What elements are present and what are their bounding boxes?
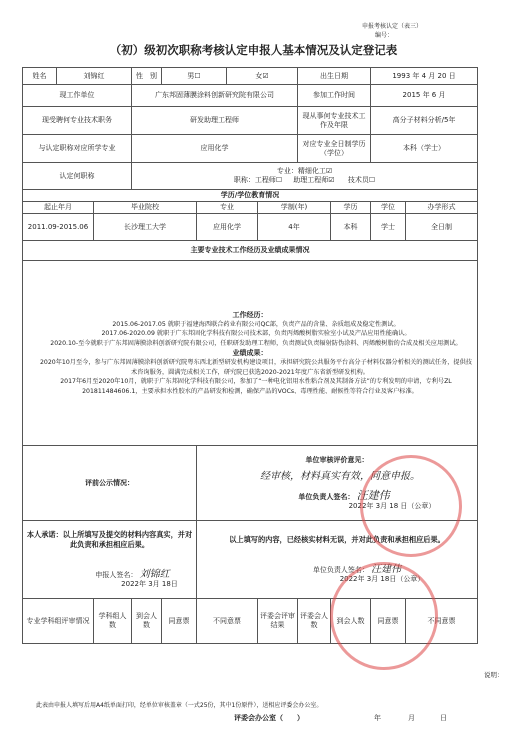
unit-signer2-label: 单位负责人签名： (312, 566, 369, 574)
unit-value: 广东邦固薄膜涂料创新研究院有限公司 (132, 85, 298, 107)
row-edu-headers (23, 202, 478, 214)
unit-opinion-text: 经审核，材料真实有效，同意申报。 (260, 470, 420, 482)
unit-signature2: 汪建伟 (371, 564, 402, 575)
official-seal-2 (330, 562, 438, 670)
row-job (23, 107, 478, 135)
edu-header-period: 起止年月 (23, 202, 94, 214)
applicant-date: 2022年 3月 18日 (121, 580, 178, 588)
row-edu-section (23, 190, 478, 202)
exp-section-title: 主要专业技术工作经历及业绩成果情况 (23, 241, 478, 261)
row-name (23, 68, 478, 85)
result-title: 业绩成果： (232, 349, 268, 358)
footer-month: 月 (408, 714, 415, 722)
job-label: 现受聘何专业技术职务 (23, 107, 132, 135)
apply-opt-engineer: 工程师☐ (254, 176, 283, 184)
committee-disagree-label: 不同意票 (406, 599, 478, 644)
birth-label: 出生日期 (298, 68, 371, 85)
major-value: 应用化学 (132, 135, 298, 163)
edu-major: 应用化学 (197, 214, 258, 241)
years-value: 高分子材料分析/5年 (371, 107, 478, 135)
group-agree-label: 同意票 (162, 599, 197, 644)
apply-title-row (134, 176, 475, 185)
name-value: 刘锦红 (57, 68, 132, 85)
start-label: 参加工作时间 (298, 85, 371, 107)
edu-mode: 全日制 (406, 214, 478, 241)
result-item-2: 2017年6月至2020年10月，就职于广东邦固化学科技有限公司，参加了“一种电化铝用水性粘合剂及其制备方法”的专利发明的申请，专利号ZL 201811484606.1，主要承担水性胶水的产品研发和检测，确保产品的VOCs、毒理性能、耐候性等符合行业及客户标准。 (60, 378, 452, 395)
group-present-label: 到会人数 (132, 599, 162, 644)
experience-content (23, 261, 478, 446)
unit-date: 2022年 3月 18 日（公章） (348, 501, 436, 510)
edu-school: 长沙理工大学 (94, 214, 197, 241)
row-edu-data (23, 214, 478, 241)
edu-header-school: 毕业院校 (94, 202, 197, 214)
committee-present-label: 到会人数 (331, 599, 371, 644)
edu-header-mode: 办学形式 (406, 202, 478, 214)
apply-value (132, 163, 478, 190)
edu-degree: 本科 (331, 214, 371, 241)
row-exp-section (23, 241, 478, 261)
major-label: 与认定职称对应所学专业 (23, 135, 132, 163)
registration-table (22, 67, 478, 644)
unit-signer-label: 单位负责人签名： (298, 492, 355, 501)
birth-value: 1993 年 4 月 20 日 (371, 68, 478, 85)
form-label: 申报考核认定（表三） (362, 23, 423, 30)
work-title: 工作经历： (232, 311, 268, 320)
degree-value: 本科（学士） (371, 135, 478, 163)
row-exp-body (23, 261, 478, 446)
start-value: 2015 年 6 月 (371, 85, 478, 107)
applicant-promise-cell (23, 521, 197, 599)
work-item-2: 2017.06-2020.09 就职于广东邦固化学科技有限公司技术部，负责丙烯酸树脂实验室小试及产品应用性能确认。 (101, 330, 411, 338)
applicant-signer-row (71, 570, 194, 580)
unit-promise: 以上填写的内容，已经核实材料无误，并对此负责和承担相应后果。 (229, 535, 445, 544)
gender-label: 性 别 (132, 68, 162, 85)
degree-label: 对应专业全日制学历（学位） (298, 135, 371, 163)
unit-opinion-label: 单位审核评价意见： (305, 455, 369, 464)
committee-agree-label: 同意票 (371, 599, 406, 644)
apply-opt-assistant: 助理工程师☑ (293, 176, 335, 184)
edu-period: 2011.09-2015.06 (23, 214, 94, 241)
job-value: 研发助理工程师 (132, 107, 298, 135)
number-label: 编号： (375, 32, 394, 39)
public-review-cell (23, 446, 197, 521)
apply-title-prefix: 职称： (233, 176, 255, 184)
edu-title: 学士 (371, 214, 406, 241)
years-label: 现从事何专业技术工作及年限 (298, 107, 371, 135)
name-label: 姓名 (23, 68, 57, 85)
note-label: 说明： (484, 671, 504, 679)
group-count-label: 学科组人数 (94, 599, 132, 644)
unit-signature: 汪建伟 (356, 488, 390, 502)
edu-length: 4年 (258, 214, 331, 241)
committee-label: 评委会评审结果 (258, 599, 298, 644)
edu-header-degree: 学历 (331, 202, 371, 214)
gender-female: 女☑ (227, 68, 298, 85)
applicant-promise: 本人承诺：以上所填写及提交的材料内容真实，并对此负责和承担相应后果。 (26, 530, 193, 549)
work-item-1: 2015.06-2017.05 就职于福建海西联合药业有限公司QC部，负责产品的含量、杂质组成及稳定性测试。 (112, 321, 400, 329)
official-seal (360, 455, 462, 557)
footer-day: 日 (440, 714, 447, 722)
unit-date2: 2022年 3月 18日（公章） (339, 575, 425, 583)
unit-label: 现工作单位 (23, 85, 132, 107)
page-title: （初）级初次职称考核认定申报人基本情况及认定登记表 (109, 43, 398, 57)
footer-note: 此表由申报人填写后用A4纸单面打印，经单位审核盖章（一式25份，其中1份原件），送相应评委会办公室。 (36, 702, 323, 709)
edu-header-title: 学位 (371, 202, 406, 214)
public-review-label: 评前公示情况： (85, 478, 134, 487)
gender-male: 男☐ (162, 68, 227, 85)
group-disagree-label: 不同意票 (197, 599, 258, 644)
edu-section-title: 学历/学位教育情况 (23, 190, 478, 202)
row-unit (23, 85, 478, 107)
applicant-signer-label: 申报人签名： (95, 571, 138, 579)
row-apply (23, 163, 478, 190)
applicant-signature: 刘锦红 (139, 569, 170, 580)
work-item-3: 2020.10-至今就职于广东邦固薄膜涂料创新研究院有限公司，任职研发助理工程师，负责测试负责辐射防伪涂料、丙烯酸树脂的合成及相关应用测试。 (50, 339, 462, 347)
edu-header-length: 学制(年) (258, 202, 331, 214)
apply-label: 认定何职称 (23, 163, 132, 190)
edu-header-major: 专业 (197, 202, 258, 214)
footer-year: 年 (374, 714, 381, 722)
group-review-label: 专业学科组评审情况 (23, 599, 94, 644)
row-major (23, 135, 478, 163)
result-item-1: 2020年10月至今，参与广东邦固薄膜涂料创新研究院粤东西北新型研发机构建设项目，承担研究院公共服务平台高分子材料仪器分析相关的测试任务，提供技术咨询服务，圆满完成相关工作，研究院已获选2020-2021年度广东省新型研发机构。 (40, 359, 472, 376)
apply-opt-technician: 技术员☐ (347, 176, 376, 184)
office-label: 评委会办公室（ ） (234, 714, 304, 722)
committee-count-label: 评委会人数 (298, 599, 331, 644)
apply-major: 专业：精细化工☑ (276, 167, 333, 175)
